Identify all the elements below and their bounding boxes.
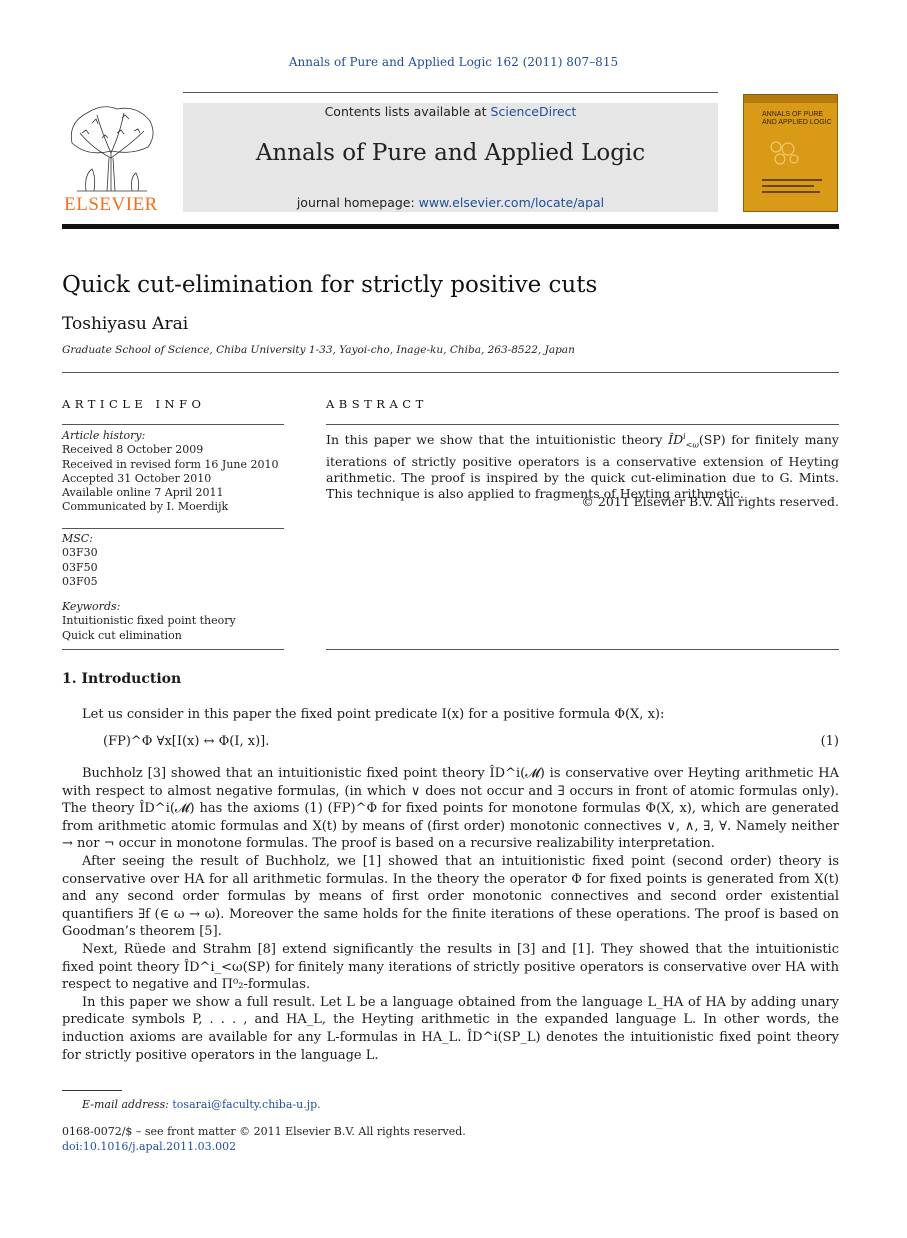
journal-title: Annals of Pure and Applied Logic bbox=[255, 140, 646, 166]
history-revised: Received in revised form 16 June 2010 bbox=[62, 457, 279, 471]
contents-prefix: Contents lists available at bbox=[324, 104, 491, 119]
email-footnote bbox=[82, 1097, 321, 1112]
abstract-theory-symbol: $ÎD^i_{<\omega}$ bbox=[668, 432, 699, 450]
title-rule bbox=[62, 372, 839, 373]
header-top-rule bbox=[183, 92, 718, 93]
msc-code: 03F05 bbox=[62, 574, 98, 588]
equation-number: (1) bbox=[820, 734, 839, 749]
intro-paragraph-2: Buchholz [3] showed that an intuitionistic fixed point theory ÎD^i(𝓜) is conservative over Heyting arithmetic HA with respect to almost negative formulas, (in which ∨ does not occur and ∃ occurs in front of atomic formulas only). The theory ÎD^i(𝓜) has the axioms (1) (FP)^Φ for fixed points for monotone formulas Φ(X, x), which are generated from arithmetic atomic formulas and X(t) by means of (first order) monotonic connectives ∨, ∧, ∃, ∀. Namely neither → nor ¬ occur in monotone formulas. The proof is based on a recursive realizability interpretation. bbox=[62, 766, 839, 852]
keywords-block bbox=[62, 600, 284, 643]
msc-code: 03F30 bbox=[62, 546, 98, 560]
article-history bbox=[62, 429, 284, 515]
paragraph-text: Let us consider in this paper the fixed point predicate I(x) for a positive formula Φ(X, x): bbox=[82, 707, 665, 722]
email-link[interactable]: tosarai@faculty.chiba-u.jp. bbox=[172, 1098, 321, 1111]
contents-line bbox=[183, 104, 718, 119]
article-info-heading: ARTICLE INFO bbox=[62, 397, 206, 411]
header-thick-rule bbox=[62, 224, 839, 229]
history-received: Received 8 October 2009 bbox=[62, 443, 204, 457]
journal-cover-thumbnail[interactable] bbox=[743, 94, 838, 212]
cover-line bbox=[762, 179, 822, 181]
sciencedirect-link[interactable]: ScienceDirect bbox=[490, 104, 577, 119]
abstract-bottom-rule bbox=[326, 649, 839, 650]
msc-block bbox=[62, 532, 284, 589]
cover-title: ANNALS OF PURE AND APPLIED LOGIC bbox=[762, 111, 832, 126]
msc-label: MSC: bbox=[62, 532, 93, 545]
intro-body bbox=[62, 765, 839, 1064]
cover-line bbox=[762, 185, 814, 187]
doi-link[interactable] bbox=[62, 1139, 236, 1154]
abstract-text bbox=[326, 429, 839, 502]
keywords-label: Keywords: bbox=[62, 600, 121, 613]
cover-emblem-icon bbox=[766, 137, 806, 167]
doi-text[interactable]: doi:10.1016/j.apal.2011.03.002 bbox=[62, 1140, 237, 1153]
email-label: E-mail address: bbox=[82, 1098, 169, 1111]
abstract-text-rest: (SP) for finitely many iterations of strictly positive operators is a conservative extension of Heyting arithmetic. The proof is inspired by the quick cut-elimination due to G. Mints. This technique is also applied to fragments of Heyting arithmetic. bbox=[326, 432, 839, 501]
intro-paragraph-4: Next, Rüede and Strahm [8] extend significantly the results in [3] and [1]. They showed that the intuitionistic fixed point theory ÎD^i_<ω(SP) for finitely many iterations of strictly positive operators is conservative over HA with respect to negative and Π⁰₂-formulas. bbox=[62, 941, 839, 993]
history-communicated: Communicated by I. Moerdijk bbox=[62, 500, 229, 514]
msc-code: 03F50 bbox=[62, 560, 98, 574]
affiliation: Graduate School of Science, Chiba University 1-33, Yayoi-cho, Inage-ku, Chiba, 263-8522, Japan bbox=[62, 344, 575, 356]
paper-title: Quick cut-elimination for strictly positive cuts bbox=[62, 272, 598, 298]
abstract-heading: ABSTRACT bbox=[326, 397, 428, 411]
homepage-prefix: journal homepage: bbox=[296, 195, 419, 210]
author-name: Toshiyasu Arai bbox=[62, 314, 189, 334]
equation-fp: (FP)^Φ ∀x[I(x) ↔ Φ(I, x)]. bbox=[103, 734, 270, 749]
homepage-link[interactable]: www.elsevier.com/locate/apal bbox=[418, 195, 605, 210]
elsevier-wordmark: ELSEVIER bbox=[64, 194, 158, 215]
history-online: Available online 7 April 2011 bbox=[62, 486, 224, 500]
history-accepted: Accepted 31 October 2010 bbox=[62, 471, 212, 485]
footnote-rule bbox=[62, 1090, 122, 1091]
homepage-line bbox=[183, 195, 718, 210]
keyword: Quick cut elimination bbox=[62, 628, 182, 642]
keyword: Intuitionistic fixed point theory bbox=[62, 614, 236, 628]
abstract-text-start: In this paper we show that the intuitionistic theory bbox=[326, 432, 663, 448]
cover-band bbox=[744, 95, 837, 103]
intro-paragraph-3: After seeing the result of Buchholz, we [1] showed that an intuitionistic fixed point (second order) theory is conservative over HA for all arithmetic formulas. In the theory the operator Φ for fixed points is generated from X(t) and any second order formulas by means of first order monotonic connectives and second order existential quantifiers ∃f (∈ ω → ω). Moreover the same holds for the finite iterations of these operations. The proof is based on Goodman’s theorem [5]. bbox=[62, 853, 839, 940]
history-rule bbox=[62, 528, 284, 529]
intro-paragraph-1 bbox=[62, 706, 839, 724]
section-heading: 1. Introduction bbox=[62, 671, 182, 687]
abstract-copyright: © 2011 Elsevier B.V. All rights reserved. bbox=[581, 494, 839, 509]
intro-paragraph-5: In this paper we show a full result. Let L be a language obtained from the language L_HA of HA by adding unary predicate symbols P, . . . , and HA_L, the Heyting arithmetic in the expanded language L. In other words, the induction axioms are available for any L-formulas in HA_L. ÎD^i(SP_L) denotes the intuitionistic fixed point theory for strictly positive operators in the language L. bbox=[62, 994, 839, 1063]
abstract-rule bbox=[326, 424, 839, 425]
article-info-rule bbox=[62, 424, 284, 425]
journal-reference[interactable]: Annals of Pure and Applied Logic 162 (2011) 807–815 bbox=[288, 55, 619, 69]
history-label: Article history: bbox=[62, 429, 146, 442]
cover-line bbox=[762, 191, 820, 193]
front-matter-line: 0168-0072/$ – see front matter © 2011 Elsevier B.V. All rights reserved. bbox=[62, 1125, 466, 1138]
keywords-rule bbox=[62, 649, 284, 650]
